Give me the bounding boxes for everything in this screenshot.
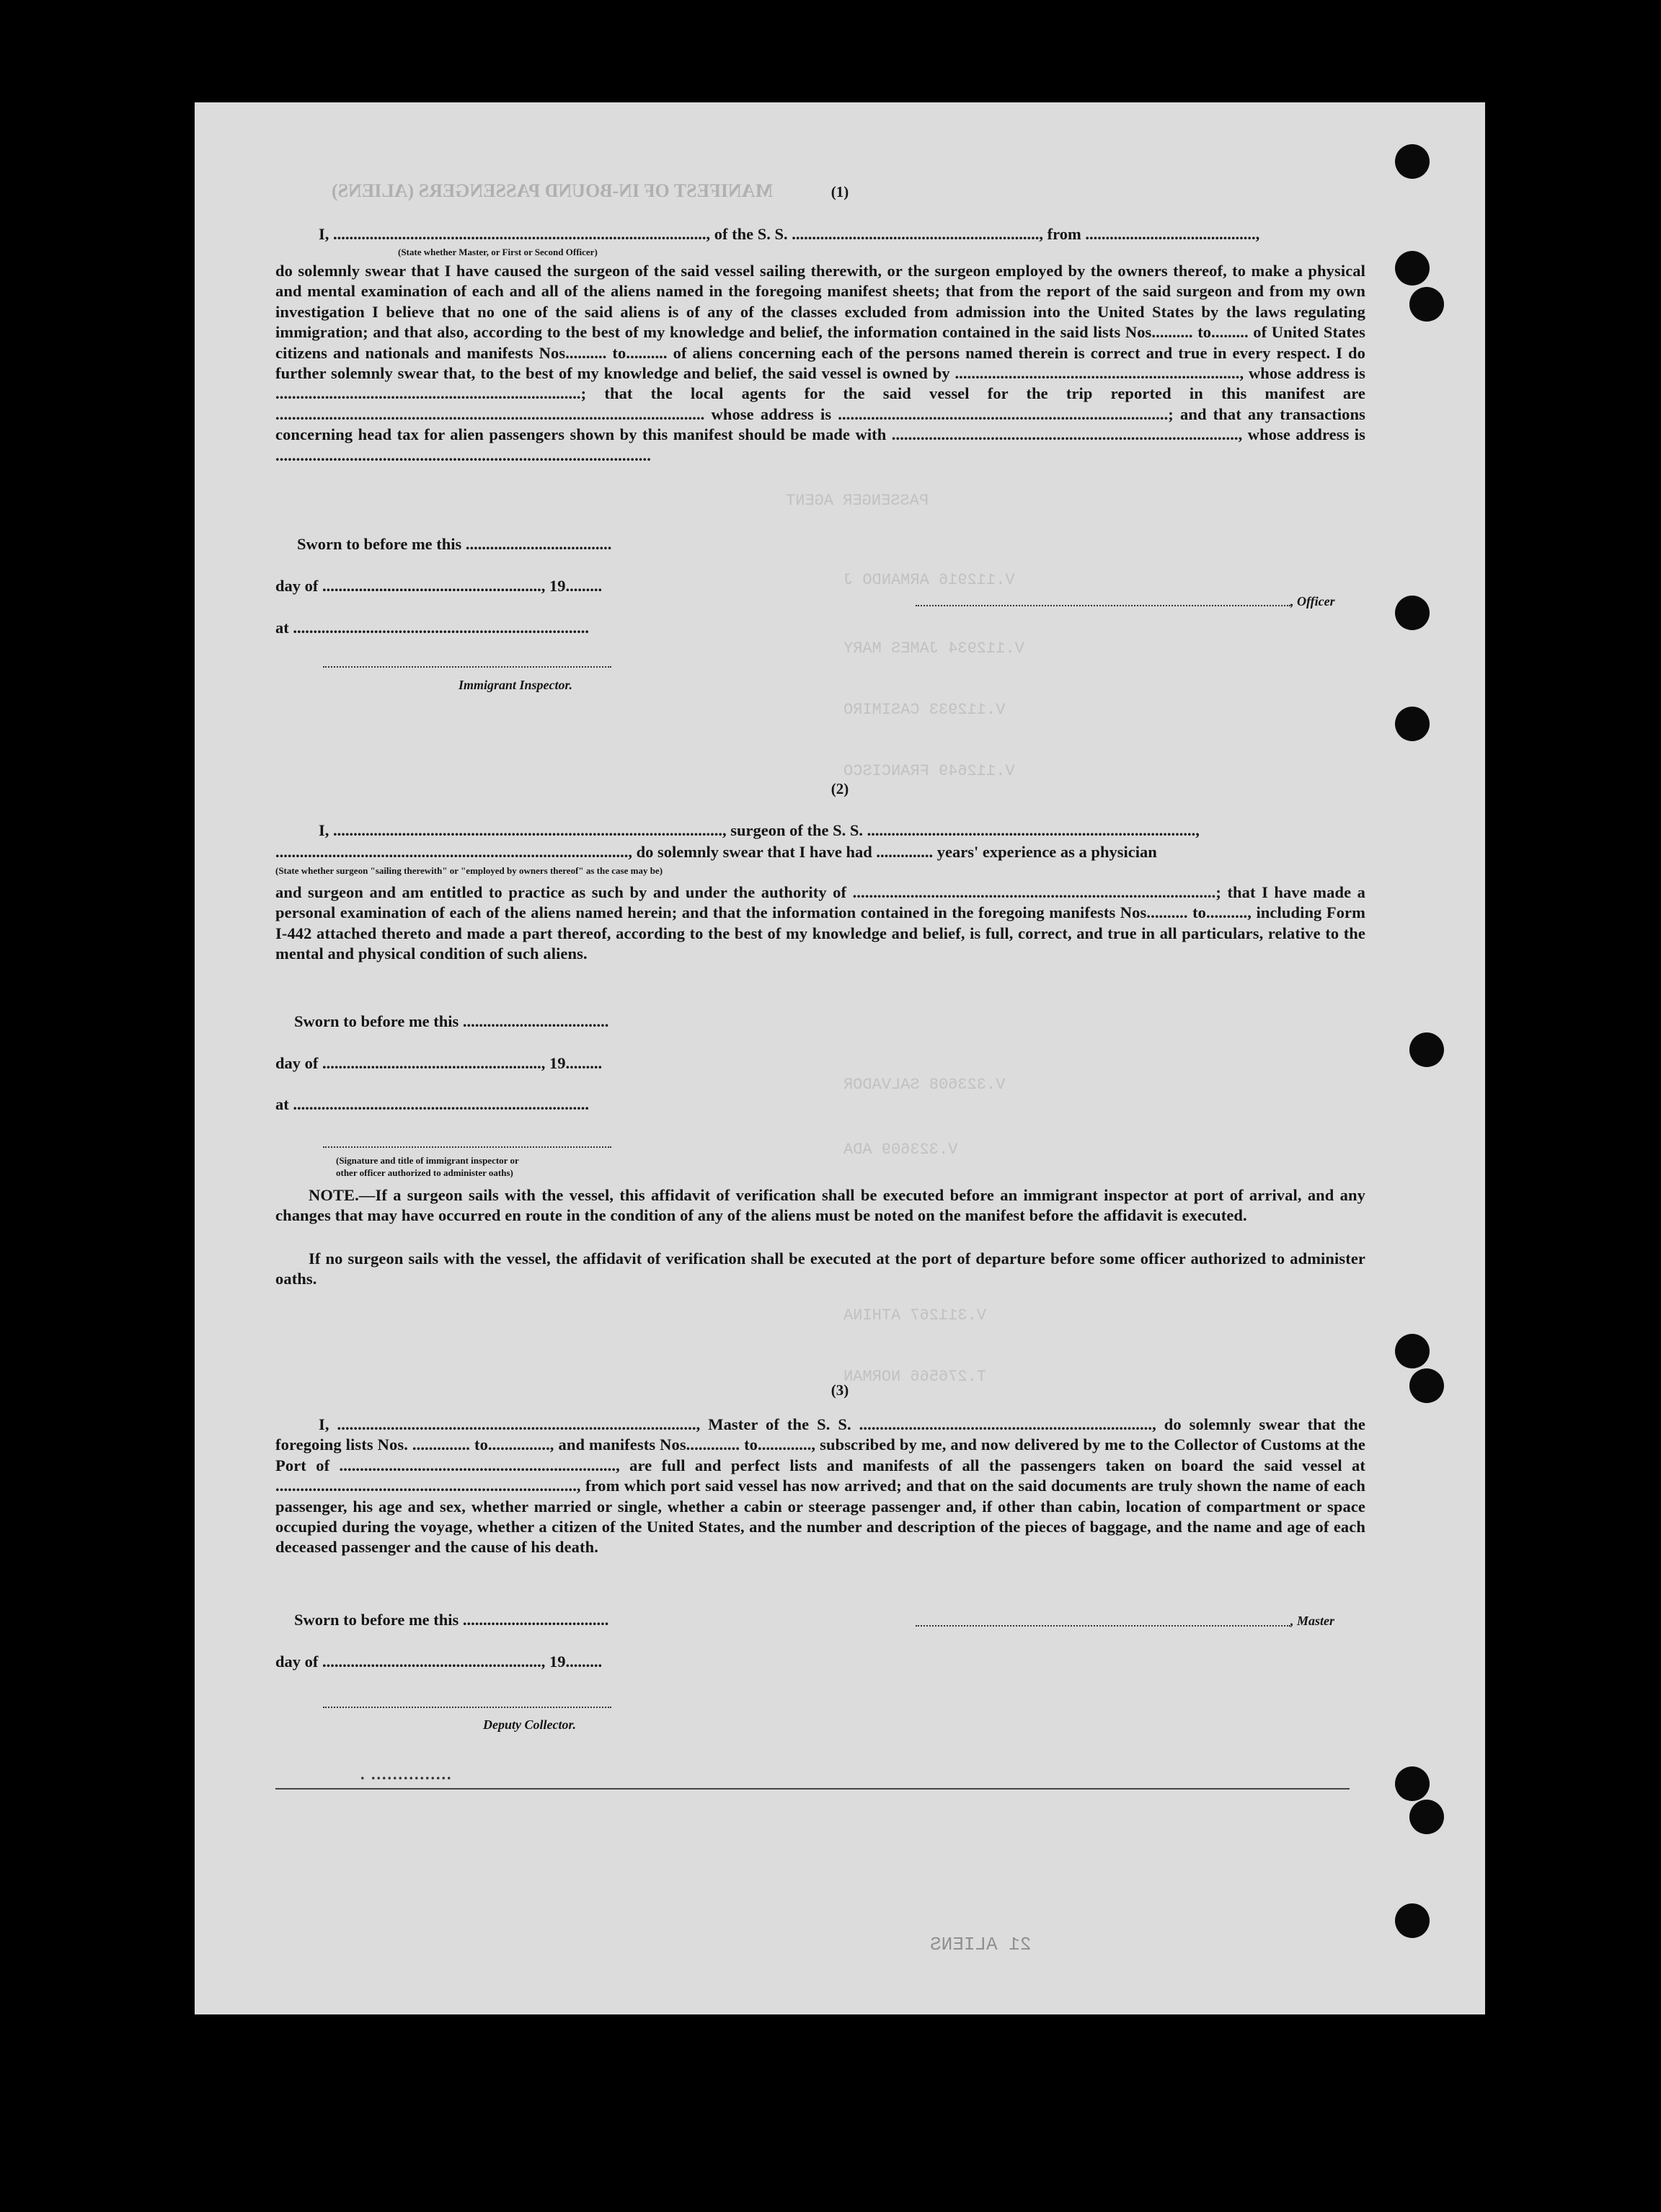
section-3-day-line: day of ......................................................, 19......... (275, 1653, 603, 1671)
bleed-through-line: V.112649 FRANCISCO (843, 762, 1015, 780)
section-2-signature-line (323, 1146, 611, 1148)
binder-hole (1395, 251, 1430, 286)
bleed-through-line: V.311267 ATHINA (843, 1306, 987, 1324)
section-3-sworn-line: Sworn to before me this .................................... (294, 1611, 609, 1629)
section-1-officer-note: (State whether Master, or First or Second Officer) (398, 247, 598, 257)
binder-hole (1409, 1800, 1444, 1834)
section-2-number: (2) (830, 780, 849, 797)
section-3-collector-label: Deputy Collector. (483, 1717, 576, 1732)
section-1-inspector-signature-line (323, 666, 611, 668)
section-3-master-label: , Master (1290, 1614, 1335, 1628)
section-1-at-line: at ......................................................................... (275, 619, 589, 637)
section-3-number: (3) (830, 1381, 849, 1399)
binder-hole (1409, 1032, 1444, 1067)
bleed-through-line: V.112934 JAMES MARY (843, 640, 1024, 658)
section-3-oath-text: I, ......................................................................................., Master of the S. S. ......................................................................., do solemnly swear that the foregoing lists Nos. .............. to..............., and manifests Nos............. to............., subscribed by me, and now delivered by me to the Collector of Customs at the Port of ..................................................................., are full and perfect lists and manifests of all the passengers taken on board the said vessel at ........................................................................., from which port said vessel has now arrived; and that on the said documents are truly shown the name of each passenger, his age and sex, whether married or single, whether a cabin or steerage passenger and, if other than cabin, location of compartment or space occupied during the voyage, whether a citizen of the United States, and the number and description of the pieces of baggage, and the name and age of each deceased passenger and the cause of his death. (275, 1415, 1365, 1557)
bleed-through-line: V.323609 ADA (843, 1141, 958, 1159)
bleed-through-line: V.112916 ARMANDO J (843, 571, 1015, 589)
section-2-signature-note-1: (Signature and title of immigrant inspector or (336, 1155, 519, 1166)
section-3-collector-signature-line (323, 1707, 611, 1708)
bleed-through-line: V.323608 SALVADOR (843, 1076, 1006, 1094)
section-2-first-line: I, ................................................................................................, surgeon of the S. S. ................................................................................., (319, 821, 1200, 839)
section-2-note-paragraph-2: If no surgeon sails with the vessel, the affidavit of verification shall be executed at the port of departure before some officer authorized to administer oaths. (275, 1249, 1365, 1288)
section-1-sworn-line: Sworn to before me this .................................... (297, 535, 612, 553)
binder-hole (1395, 1903, 1430, 1938)
section-2-surgeon-note: (State whether surgeon "sailing therewith" or "employed by owners thereof" as the case may be) (275, 865, 663, 876)
bleed-through-line: T.276566 NORMAN (843, 1368, 987, 1386)
section-2-signature-note-2: other officer authorized to administer oaths) (336, 1167, 513, 1178)
bleed-through-header: MANIFEST OF IN-BOUND PASSENGERS (ALIENS) (332, 180, 774, 201)
section-1-oath-text: do solemnly swear that I have caused the surgeon of the said vessel sailing therewith, or the surgeon employed by the owners thereof, to make a physical and mental examination of each and all of the aliens named in the foregoing manifest sheets; that from the report of the said surgeon and from my own investigation I believe that no one of the said aliens is of any of the classes excluded from admission into the United States by the laws regulating immigration; and that also, according to the best of my knowledge and belief, the information contained in the said lists Nos.......... to......... of United States citizens and nationals and manifests Nos.......... to.......... of aliens concerning each of the persons named therein is correct and true in every respect. I do further solemnly swear that, to the best of my knowledge and belief, the said vessel is owned by ....................................................................., whose address is ..........................................................................; that the local agents for the said vessel for the trip reported in this manifest are ........................................................................................................ whose address is ................................................................................; and that any transactions concerning head tax for alien passengers shown by this manifest should be made with ...................................................................................., whose address is ........................................................................................... (275, 262, 1365, 464)
binder-hole (1409, 287, 1444, 322)
section-2-note-paragraph: NOTE.—If a surgeon sails with the vessel, this affidavit of verification shall be executed before an immigrant inspector at port of arrival, and any changes that may have occurred en route in the condition of any of the aliens must be noted on the manifest before the affidavit is executed. (275, 1186, 1365, 1225)
bleed-through-line: PASSENGER AGENT (786, 492, 929, 510)
binder-hole (1395, 596, 1430, 630)
section-2-sworn-line: Sworn to before me this .................................... (294, 1012, 609, 1030)
manifest-back-page (195, 102, 1485, 2014)
binder-hole (1395, 144, 1430, 179)
section-2-day-line: day of ......................................................, 19......... (275, 1054, 603, 1072)
binder-hole (1395, 707, 1430, 741)
binder-hole (1409, 1368, 1444, 1403)
bleed-through-line: 21 ALIENS (930, 1934, 1032, 1955)
footer-rule (275, 1788, 1350, 1789)
section-2-second-line: ......................................................................................., do solemnly swear that I have had .............. years' experience as a physician (275, 843, 1157, 861)
section-3-master-signature-line (916, 1625, 1290, 1627)
bleed-through-line: V.112933 CASIMIRO (843, 701, 1006, 719)
section-1-inspector-label: Immigrant Inspector. (459, 678, 573, 692)
binder-hole (1395, 1766, 1430, 1801)
binder-hole (1395, 1334, 1430, 1368)
section-1-officer-label: , Officer (1290, 594, 1335, 609)
section-1-first-line: I, ............................................................................................, of the S. S. ............................................................., from .........................................., (319, 225, 1260, 243)
footer-dots: . ............... (360, 1765, 453, 1783)
section-2-at-line: at ......................................................................... (275, 1095, 589, 1113)
section-1-number: (1) (830, 183, 849, 200)
section-1-officer-signature-line (916, 605, 1290, 606)
section-2-oath-text: and surgeon and am entitled to practice as such by and under the authority of ........................................................................................; that I have made a personal examination of each of the aliens named herein; and that the information contained in the foregoing manifests Nos.......... to.........., including Form I-442 attached thereto and made a part thereof, according to the best of my knowledge and belief, is full, correct, and true in all particulars, relative to the mental and physical condition of such aliens. (275, 883, 1365, 963)
section-1-day-line: day of ......................................................, 19......... (275, 577, 603, 595)
